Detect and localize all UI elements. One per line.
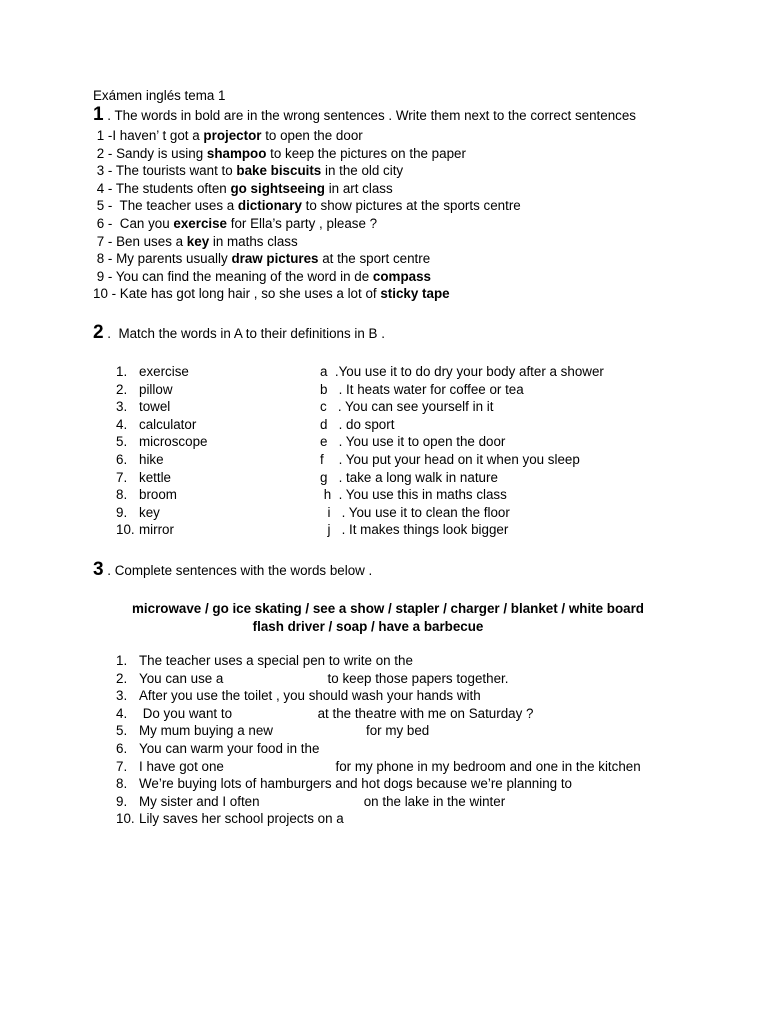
item-number: 10. (116, 522, 135, 538)
sentence-text: 8 - My parents usually (93, 251, 232, 267)
column-a-item (116, 381, 173, 398)
section-3-sentence (116, 652, 413, 669)
bold-word: dictionary (237, 198, 302, 214)
sentence-text: 10 - Kate has got long hair , so she uses a lot of (93, 286, 381, 302)
column-b-definition: c . You can see yourself in it (320, 399, 494, 415)
item-word: broom (139, 487, 177, 503)
section-1-sentence (93, 215, 377, 232)
section-3-number: 3 (93, 559, 104, 580)
section-2-instruction: . Match the words in A to their definitions in B . (103, 326, 385, 341)
column-a-item (116, 398, 170, 415)
bold-word: key (186, 233, 210, 249)
sentence-text: 4 - The students often (93, 180, 231, 196)
section-3-sentence (116, 670, 508, 687)
section-3-sentence (116, 705, 533, 722)
column-b-definition: e . You use it to open the door (320, 434, 506, 450)
column-b-definition: h . You use this in maths class (320, 487, 507, 503)
item-number: 4. (116, 705, 128, 721)
item-number: 3. (116, 688, 128, 704)
item-word: calculator (139, 416, 197, 432)
section-1-sentence (93, 197, 521, 214)
word-bank-line-2: flash driver / soap / have a barbecue (252, 619, 484, 634)
sentence-text: Do you want to at the theatre with me on Saturday ? (139, 705, 534, 721)
item-word: hike (139, 452, 164, 467)
section-3-sentence (116, 740, 319, 757)
sentence-text: 5 - The teacher uses a (93, 198, 238, 214)
column-b-definition: d . do sport (320, 416, 395, 432)
section-1-heading (93, 106, 636, 124)
column-b-definition: i . You use it to clean the floor (320, 504, 510, 520)
sentence-text: to open the door (261, 128, 363, 143)
sentence-text: to show pictures at the sports centre (301, 198, 521, 214)
sentence-text: Lily saves her school projects on a (139, 811, 344, 827)
section-1-sentence (93, 268, 431, 285)
bold-word: compass (372, 268, 431, 284)
column-a-item (116, 363, 189, 380)
column-b-definition: g . take a long walk in nature (320, 469, 498, 485)
item-number: 1. (116, 364, 128, 379)
sentence-text: at the sport centre (318, 251, 431, 267)
item-number: 4. (116, 416, 128, 432)
sentence-text: My mum buying a new for my bed (139, 723, 430, 739)
section-2-number: 2 (93, 322, 104, 343)
section-1-sentence (93, 127, 363, 144)
column-a-item (116, 521, 174, 538)
item-number: 5. (116, 723, 128, 739)
section-3-instruction: . Complete sentences with the words below . (103, 563, 373, 578)
column-a-item (116, 416, 196, 433)
item-number: 10. (116, 811, 135, 827)
item-word: pillow (139, 381, 173, 397)
sentence-text: 9 - You can find the meaning of the word in de (93, 268, 373, 284)
bold-word: go sightseeing (230, 180, 325, 196)
column-a-item (116, 433, 207, 450)
item-word: key (139, 504, 160, 520)
bold-word: shampoo (206, 145, 267, 161)
column-b-definition: f . You put your head on it when you sleep (320, 452, 580, 467)
item-word: exercise (139, 364, 189, 379)
item-number: 2. (116, 381, 128, 397)
column-a-item (116, 486, 177, 503)
item-number: 7. (116, 469, 128, 485)
section-1-instruction: . The words in bold are in the wrong sentences . Write them next to the correct sentences (103, 108, 637, 123)
sentence-text: You can use a to keep those papers together. (139, 670, 509, 686)
word-bank-line-1: microwave / go ice skating / see a show / stapler / charger / blanket / white board (132, 601, 644, 616)
column-a-item (116, 451, 164, 468)
sentence-text: to keep the pictures on the paper (266, 145, 466, 161)
section-1-sentence (93, 162, 403, 179)
sentence-text: 2 - Sandy is using (93, 145, 207, 161)
sentence-text: in maths class (209, 233, 298, 249)
item-number: 9. (116, 793, 128, 809)
section-1-sentence (93, 233, 298, 250)
bold-word: draw pictures (231, 251, 319, 267)
item-number: 8. (116, 776, 128, 792)
sentence-text: We’re buying lots of hamburgers and hot dogs because we’re planning to (139, 776, 572, 792)
item-word: microscope (139, 434, 208, 450)
sentence-text: I have got one for my phone in my bedroom and one in the kitchen (139, 758, 641, 774)
column-b-definition: b . It heats water for coffee or tea (320, 381, 524, 397)
sentence-text: My sister and I often on the lake in the winter (139, 793, 506, 809)
section-1-sentence (93, 180, 393, 197)
item-number: 5. (116, 434, 128, 450)
section-1-sentence (93, 145, 466, 162)
section-2-heading (93, 324, 385, 342)
column-b-definition: j . It makes things look bigger (320, 522, 509, 538)
section-3-sentence (116, 793, 505, 810)
sentence-text: You can warm your food in the (139, 741, 320, 756)
item-number: 9. (116, 504, 128, 520)
item-word: kettle (139, 469, 172, 485)
section-3-sentence (116, 722, 429, 739)
section-3-sentence (116, 758, 641, 775)
column-b-definition: a .You use it to do dry your body after a shower (320, 364, 604, 379)
sentence-text: in art class (324, 180, 393, 196)
bold-word: sticky tape (380, 286, 450, 302)
sentence-text: After you use the toilet , you should wash your hands with (139, 688, 481, 704)
bold-word: bake biscuits (236, 163, 322, 179)
section-3-sentence (116, 687, 481, 704)
bold-word: projector (203, 128, 262, 143)
item-number: 3. (116, 399, 128, 415)
sentence-text: 1 -I haven’ t got a (93, 128, 204, 143)
worksheet-title: Exámen inglés tema 1 (93, 88, 226, 103)
item-word: towel (139, 399, 171, 415)
item-word: mirror (139, 522, 174, 538)
item-number: 8. (116, 487, 128, 503)
sentence-text: 6 - Can you (93, 216, 174, 231)
item-number: 6. (116, 452, 128, 467)
section-1-number: 1 (93, 104, 104, 125)
bold-word: exercise (173, 216, 228, 231)
sentence-text: 7 - Ben uses a (93, 233, 187, 249)
sentence-text: in the old city (321, 163, 404, 179)
section-3-heading (93, 561, 372, 579)
column-a-item (116, 504, 160, 521)
item-number: 7. (116, 758, 128, 774)
sentence-text: 3 - The tourists want to (93, 163, 237, 179)
sentence-text: The teacher uses a special pen to write on the (139, 653, 413, 668)
sentence-text: for Ella’s party , please ? (227, 216, 378, 231)
item-number: 2. (116, 670, 128, 686)
column-a-item (116, 469, 171, 486)
item-number: 1. (116, 653, 128, 668)
section-1-sentence (93, 250, 430, 267)
section-1-sentence (93, 285, 450, 302)
section-3-sentence (116, 775, 572, 792)
section-3-sentence (116, 810, 344, 827)
item-number: 6. (116, 741, 128, 756)
